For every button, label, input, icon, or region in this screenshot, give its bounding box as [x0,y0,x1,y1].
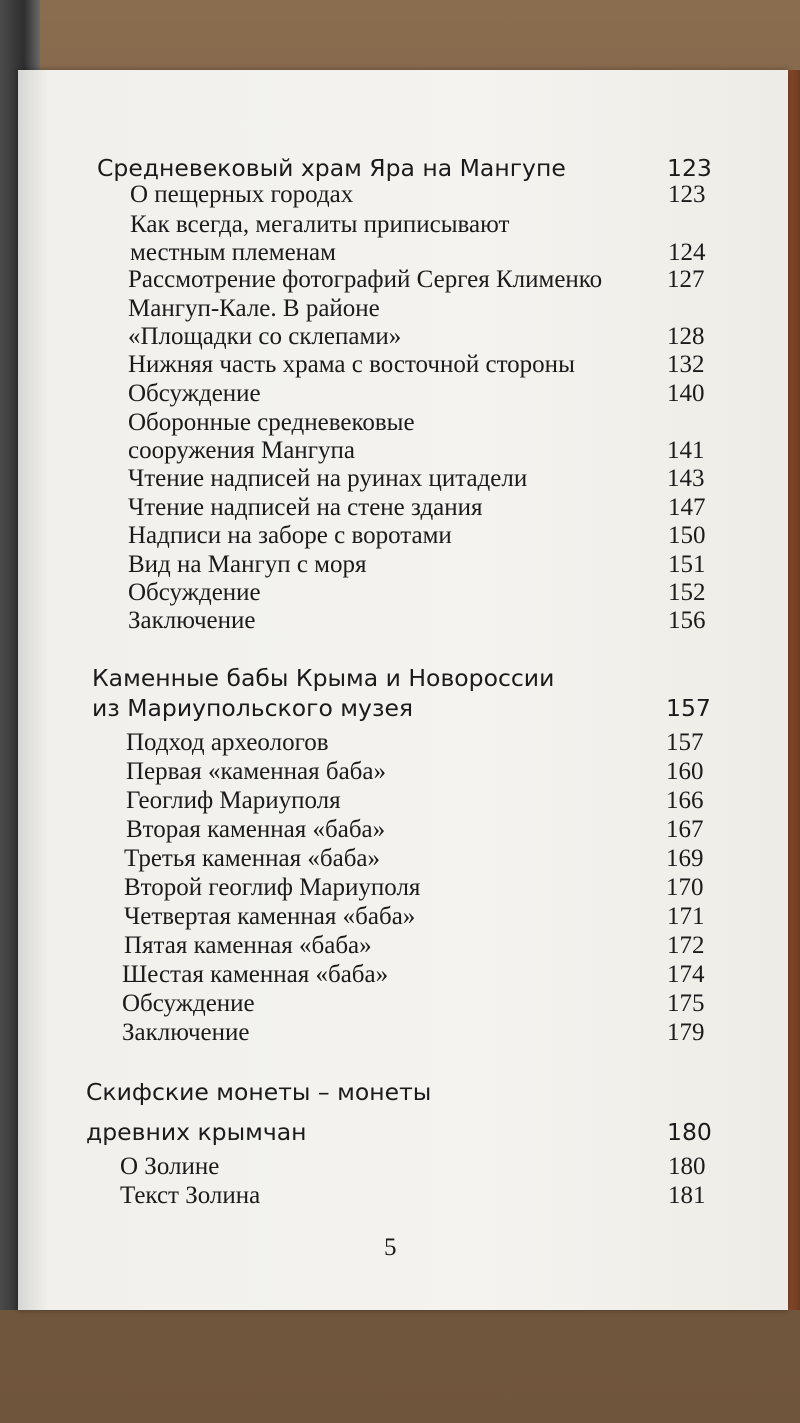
toc-item-text: Обсуждение [122,990,255,1017]
section-title-line1: Скифские монеты – монеты [86,1078,432,1106]
toc-item-text: Обсуждение [128,380,261,407]
toc-item-text: Чтение надписей на стене здания [128,494,483,521]
toc-item-text: О Золине [120,1153,220,1180]
toc-item-text: Нижняя часть храма с восточной стороны [128,351,575,378]
page-ref: 166 [666,787,704,814]
page-ref: 170 [666,874,704,901]
toc-item-text: Текст Золина [120,1182,261,1209]
page-ref: 124 [668,239,706,266]
toc-item-text: Рассмотрение фотографий Сергея Клименко [128,266,603,293]
toc-item-text: О пещерных городах [130,181,354,208]
page-ref: 181 [668,1182,706,1209]
section-title-line2: из Мариупольского музея [92,694,414,722]
toc-item-text: местным племенам [130,239,336,266]
toc-item-text: Геоглиф Мариуполя [126,787,341,814]
page-number: 5 [384,1234,397,1261]
section-title-line2: древних крымчан [86,1118,307,1146]
page-ref: 179 [667,1019,705,1046]
page-ref: 128 [667,323,705,350]
toc-item-text: «Площадки со склепами» [128,323,402,350]
page-ref: 140 [667,380,705,407]
page-ref: 157 [666,729,704,756]
page-ref: 157 [666,694,711,722]
toc-item-text: Чтение надписей на руинах цитадели [128,465,528,492]
page-ref: 127 [667,266,705,293]
toc-item-text: Пятая каменная «баба» [124,932,372,959]
page-ref: 123 [668,181,706,208]
page-ref: 174 [667,961,705,988]
page-ref: 175 [667,990,705,1017]
page-ref: 156 [668,607,706,634]
section-title: Средневековый храм Яра на Мангупе [97,154,566,182]
section-title-line1: Каменные бабы Крыма и Новороссии [92,664,555,692]
toc-item-text: Вторая каменная «баба» [126,816,386,843]
toc-item-text: Заключение [128,607,256,634]
page-ref: 147 [668,494,706,521]
toc-item-text: Подход археологов [126,729,329,756]
toc-item-text: Первая «каменная баба» [126,758,386,785]
toc-item-text: Третья каменная «баба» [124,845,381,872]
page-ref: 167 [666,816,704,843]
toc-item-text: Оборонные средневековые [128,409,415,436]
page-ref: 132 [667,351,705,378]
page-ref: 169 [666,845,704,872]
page-ref: 160 [666,758,704,785]
toc-item-text: Вид на Мангуп с моря [128,551,367,578]
toc-item-text: Как всегда, мегалиты приписывают [130,211,510,238]
page-ref: 143 [667,465,705,492]
toc-item-text: Надписи на заборе с воротами [128,522,452,549]
page-ref: 172 [667,932,705,959]
toc-item-text: Второй геоглиф Мариуполя [124,874,421,901]
page-ref: 123 [667,154,712,182]
toc-item-text: Обсуждение [128,579,261,606]
toc-item-text: Заключение [122,1019,250,1046]
toc-item-text: сооружения Мангупа [128,437,355,464]
page-ref: 180 [668,1153,706,1180]
page-ref: 171 [667,903,705,930]
page-ref: 180 [667,1118,712,1146]
toc-item-text: Четвертая каменная «баба» [124,903,416,930]
toc-item-text: Шестая каменная «баба» [122,961,389,988]
page-ref: 151 [668,551,706,578]
page-ref: 152 [668,579,706,606]
page-ref: 150 [668,522,706,549]
page-ref: 141 [667,437,705,464]
toc-item-text: Мангуп-Кале. В районе [128,295,380,322]
